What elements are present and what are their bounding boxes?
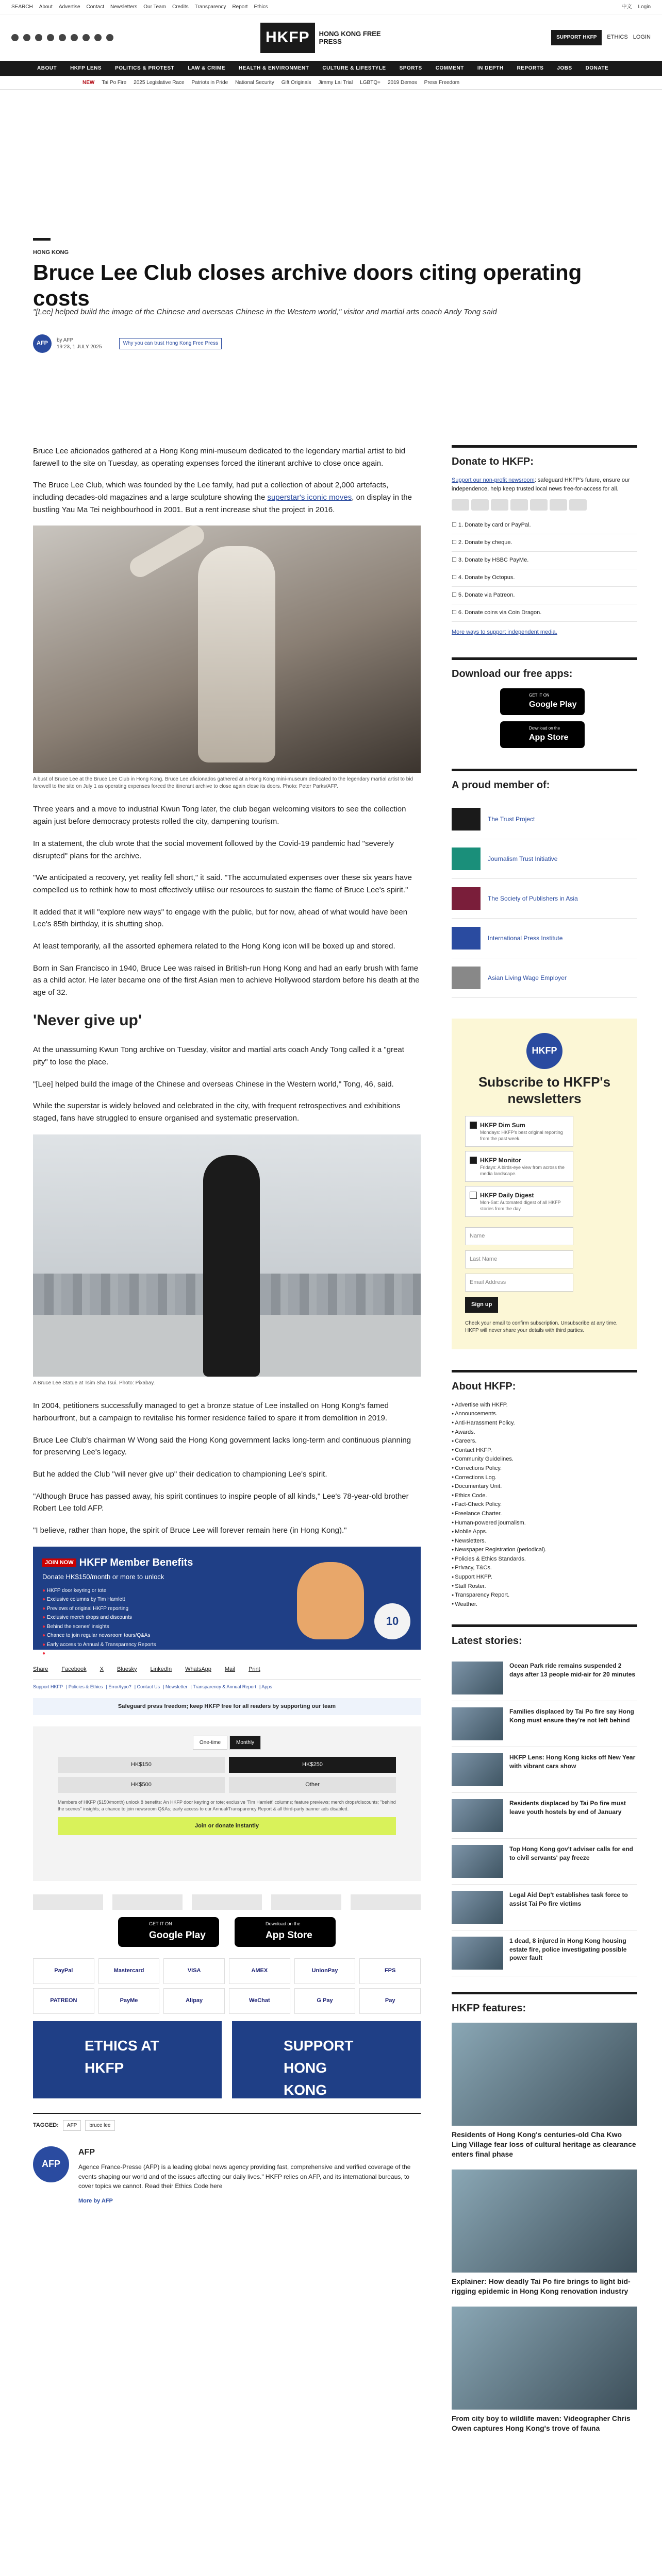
nav-item[interactable]: COMMENT (435, 65, 464, 72)
footer-link[interactable]: Apps (261, 1684, 272, 1689)
join-donate-button[interactable]: Join or donate instantly (58, 1817, 396, 1835)
payment-logo[interactable]: WeChat (229, 1988, 290, 2014)
telegram-icon[interactable] (71, 34, 78, 41)
about-heading: About HKFP: (452, 1370, 637, 1395)
donate-note: Members of HKFP ($150/month) unlock 8 benefits: An HKFP door keyring or tote; exclusive 'Tim Hamlett' columns; feature previews; merch drops/discounts; "behind the scenes" insights; a chance to join newsroom Q&As; early access to our Annual/Transparency Report & all third-party banner ads disabled. (58, 1800, 396, 1811)
living-wage-logo-icon[interactable] (351, 1894, 421, 1910)
app-store-badges (33, 1917, 421, 1947)
donate-method[interactable]: ☐ 1. Donate by card or PayPal. (452, 517, 637, 534)
newsletter-option[interactable]: HKFP Daily Digest Mon-Sat: Automated digest of all HKFP stories from the day. (465, 1186, 573, 1217)
amount-option[interactable]: HK$250 (229, 1757, 396, 1773)
category-rule (33, 238, 51, 241)
share-mail-button[interactable]: Mail (224, 1666, 236, 1672)
payment-logo[interactable]: PayMe (98, 1988, 160, 2014)
about-link[interactable]: ● Privacy, T&Cs. (452, 1564, 637, 1573)
instagram-icon[interactable] (35, 34, 42, 41)
topbar-link-report[interactable]: Report (232, 4, 248, 10)
topbar-link-contact[interactable]: Contact (86, 4, 104, 10)
article-headline: Bruce Lee Club closes archive doors citing operating costs (33, 260, 582, 311)
about-link[interactable]: ● Support HKFP. (452, 1573, 637, 1582)
hot-topic[interactable]: 2025 Legislative Race (134, 79, 185, 86)
bluesky-icon[interactable] (94, 34, 102, 41)
tags-label: TAGGED: (33, 2122, 59, 2128)
ethics-promo[interactable]: ETHICS AT HKFP (33, 2021, 222, 2098)
about-links (452, 1401, 637, 1609)
hot-topic[interactable]: 2019 Demos (387, 79, 417, 86)
paragraph: "I believe, rather than hope, the spirit of Bruce Lee will forever remain here (in Hong Kong)." (33, 1526, 347, 1535)
latest-heading: Latest stories: (452, 1624, 637, 1649)
section-heading: 'Never give up' (33, 1011, 142, 1029)
figure-statue (33, 1134, 421, 1387)
search-link[interactable]: SEARCH (11, 4, 33, 10)
sopa-logo-icon[interactable] (192, 1894, 262, 1910)
amount-option[interactable]: HK$500 (58, 1777, 225, 1793)
about-link[interactable]: ● Policies & Ethics Standards. (452, 1555, 637, 1564)
paragraph: But he added the Club "will never give up" their dedication to championing Lee's spirit. (33, 1469, 327, 1479)
ethics-link[interactable]: ETHICS (607, 34, 628, 41)
footer-link[interactable]: Newsletter (166, 1684, 188, 1689)
tag-pill[interactable]: AFP (63, 2120, 81, 2131)
share-bluesky-button[interactable]: Bluesky (117, 1666, 137, 1672)
apps-heading: Download our free apps: (452, 657, 637, 682)
unionpay-icon (510, 499, 528, 511)
about-link[interactable]: ● Advertise with HKFP. (452, 1401, 637, 1410)
nav-item[interactable]: JOBS (557, 65, 572, 72)
donate-methods (452, 517, 637, 622)
amount-option[interactable]: Other (229, 1777, 396, 1793)
nav-item[interactable]: LAW & CRIME (188, 65, 225, 72)
trust-project-logo-icon[interactable] (33, 1894, 103, 1910)
share-bar (33, 1660, 421, 1680)
article-subhead: "[Lee] helped build the image of the Chinese and overseas Chinese in the Western world," visitor and martial arts coach Andy Tong said (33, 308, 497, 316)
paragraph: Born in San Francisco in 1940, Bruce Lee was raised in British-run Hong Kong and had an early brush with fame as a child actor. He later became one of the first Asian men to achieve Hollywood stardom before his death at the age of 32. (33, 963, 420, 997)
banner-subtitle: Donate HK$150/month or more to unlock (42, 1572, 164, 1581)
inline-link[interactable]: superstar's iconic moves (267, 493, 352, 502)
about-link[interactable]: ● Documentary Unit. (452, 1482, 637, 1492)
article-body (33, 445, 421, 2206)
payment-logo[interactable]: PATREON (33, 1988, 94, 2014)
footer-link[interactable]: Support HKFP (33, 1684, 63, 1689)
hot-label: NEW (82, 79, 95, 86)
nav-item[interactable]: CULTURE & LIFESTYLE (322, 65, 386, 72)
card-icons (452, 499, 637, 511)
about-link[interactable]: ● Newsletters. (452, 1537, 637, 1546)
share-facebook-button[interactable]: Facebook (61, 1666, 87, 1672)
topbar-link-advertise[interactable]: Advertise (58, 4, 80, 10)
share-whatsapp-button[interactable]: WhatsApp (185, 1666, 211, 1672)
paragraph: In 2004, petitioners successfully managed to get a bronze statue of Lee installed on Hong Kong's famed harbourfront, but a campaign to revitalise his former residence failed to spare it from demolition in 2019. (33, 1401, 389, 1422)
feature-item[interactable]: From city boy to wildlife maven: Videographer Chris Owen captures Hong Kong's trove of fauna (452, 2307, 637, 2433)
payment-logo[interactable]: FPS (359, 1958, 421, 1984)
story-item[interactable]: Residents displaced by Tai Po fire must leave youth hostels by end of January (452, 1793, 637, 1839)
paragraph: "Although Bruce has passed away, his spirit continues to inspire people of all kinds," Lee's 78-year-old brother Robert Lee told AFP. (33, 1492, 409, 1513)
newsletter-box (452, 1019, 637, 1349)
logo-mark: HKFP (260, 23, 315, 53)
newsletter-option[interactable]: HKFP Monitor Fridays: A birds-eye view from across the media landscape. (465, 1151, 573, 1182)
app-store-badge[interactable]: Download on the App Store (235, 1917, 336, 1947)
logo-text: HONG KONG FREE PRESS (319, 29, 381, 46)
member-benefits-banner[interactable] (33, 1547, 421, 1657)
nav-item[interactable]: HKFP LENS (70, 65, 102, 72)
about-link[interactable]: ● Ethics Code. (452, 1492, 637, 1501)
member-org[interactable]: Journalism Trust Initiative (452, 839, 637, 879)
support-button[interactable]: SUPPORT HKFP (551, 30, 602, 45)
paragraph: While the superstar is widely beloved and celebrated in the city, with frequent retrospectives and exhibitions staged, fans have struggled to ensure organised and systematic preservation. (33, 1101, 401, 1123)
donate-heading: Donate to HKFP: (452, 445, 637, 470)
features-heading: HKFP features: (452, 1992, 637, 2016)
paragraph: At the unassuming Kwun Tong archive on Tuesday, visitor and martial arts coach Andy Tong called it a "great pity" to lose the place. (33, 1045, 404, 1066)
one-time-toggle[interactable]: One-time (193, 1736, 227, 1750)
first-name-input[interactable]: Name (465, 1227, 573, 1245)
donate-widget (33, 1726, 421, 1881)
nav-item[interactable]: IN DEPTH (477, 65, 504, 72)
share-linkedin-button[interactable]: LinkedIn (150, 1666, 172, 1672)
share-x-button[interactable]: X (100, 1666, 104, 1672)
author-box-avatar[interactable]: AFP (33, 2146, 69, 2182)
hot-topic[interactable]: Press Freedom (424, 79, 460, 86)
join-now-badge: JOIN NOW (42, 1558, 76, 1567)
youtube-icon[interactable] (47, 34, 54, 41)
tag-pill[interactable]: bruce lee (85, 2120, 114, 2131)
about-link[interactable]: ● Freelance Charter. (452, 1510, 637, 1519)
support-promo[interactable]: SUPPORT HONG KONG (232, 2021, 421, 2098)
member-org[interactable]: International Press Institute (452, 919, 637, 958)
hot-topic[interactable]: Gift Originals (281, 79, 311, 86)
nav-item[interactable]: ABOUT (37, 65, 57, 72)
hot-topic[interactable]: Tai Po Fire (102, 79, 127, 86)
footer-link[interactable]: Error/typo? (108, 1684, 131, 1689)
figure-bust (33, 526, 421, 790)
byline (33, 334, 222, 353)
benefit-item: ● Behind the scenes' insights (42, 1622, 411, 1632)
deer-mascot-icon (297, 1562, 364, 1639)
about-link[interactable]: ● Anti-Harassment Policy. (452, 1419, 637, 1428)
ipi-logo-icon[interactable] (271, 1894, 341, 1910)
hot-topic[interactable]: Jimmy Lai Trial (318, 79, 353, 86)
member-org[interactable]: The Society of Publishers in Asia (452, 879, 637, 919)
paragraph: It added that it will "explore new ways" to engage with the public, but for now, ahead of what would have been Lee's 85th birthday, it is shutting shop. (33, 907, 408, 929)
topbar-login-link[interactable]: Login (638, 4, 651, 10)
author-avatar[interactable]: AFP (33, 334, 52, 353)
about-link[interactable]: ● Transparency Report. (452, 1591, 637, 1600)
topbar-link-transparency[interactable]: Transparency (194, 4, 226, 10)
about-link[interactable]: ● Weather. (452, 1600, 637, 1609)
benefit-item: ● Chance to join regular newsroom tours/Q&As (42, 1631, 411, 1640)
paragraph: At least temporarily, all the assorted ephemera related to the Hong Kong icon will be boxed up and stored. (33, 941, 395, 951)
paypal-icon (530, 499, 548, 511)
gpay-icon (550, 499, 567, 511)
email-input[interactable]: Email Address (465, 1274, 573, 1292)
payment-methods (33, 1958, 421, 2014)
site-logo[interactable] (260, 23, 381, 53)
more-ways-link[interactable]: More ways to support independent media. (452, 629, 557, 636)
social-icons (11, 34, 113, 41)
tags-row (33, 2113, 421, 2131)
payment-logo[interactable]: AMEX (229, 1958, 290, 1984)
promo-banners (33, 2021, 421, 2098)
topbar-link-newsletters[interactable]: Newsletters (110, 4, 138, 10)
donate-method[interactable]: ☐ 3. Donate by HSBC PayMe. (452, 552, 637, 569)
nav-item[interactable]: SPORTS (399, 65, 422, 72)
newsletter-option[interactable]: HKFP Dim Sum Mondays: HKFP's best original reporting from the past week. (465, 1116, 573, 1147)
benefit-item: ● Early access to Annual & Transparency Reports (42, 1640, 411, 1650)
x-icon[interactable] (23, 34, 30, 41)
main-nav (0, 61, 662, 76)
amex-icon (491, 499, 508, 511)
benefit-item: ● All donors get a thank-you gift (42, 1649, 411, 1658)
member-org[interactable]: Asian Living Wage Employer (452, 958, 637, 998)
topbar-link-ethics[interactable]: Ethics (254, 4, 268, 10)
donate-text: Support our non-profit newsroom: safeguard HKFP's future, ensure our independence, help keep trusted local news free-for-access for all. (452, 477, 630, 492)
story-item[interactable]: Top Hong Kong gov't adviser calls for end to civil servants' pay freeze (452, 1839, 637, 1885)
amount-option[interactable]: HK$150 (58, 1757, 225, 1773)
banner-title: HKFP Member Benefits (79, 1556, 193, 1568)
about-link[interactable]: ● Newspaper Registration (periodical). (452, 1546, 637, 1555)
linkedin-icon[interactable] (59, 34, 66, 41)
payment-logo[interactable]: Alipay (163, 1988, 225, 2014)
about-link[interactable]: ● Corrections Policy. (452, 1464, 637, 1473)
paragraph: "We anticipated a recovery, yet reality fell short," it said. "The accumulated expenses over these six years have compelled us to rethink how to most effectively utilise our resources to sustain the flame of Bruce Lee's spirit." (33, 873, 412, 894)
nav-item[interactable]: HEALTH & ENVIRONMENT (238, 65, 309, 72)
sidebar (452, 445, 637, 2444)
payment-logo[interactable]: Pay (359, 1988, 421, 2014)
about-link[interactable]: ● Announcements. (452, 1410, 637, 1419)
sidebar-google-play-badge[interactable]: GET IT ON Google Play (500, 688, 585, 715)
benefit-item: ● Exclusive merch drops and discounts (42, 1613, 411, 1622)
benefit-item: ● HKFP door keyring or tote (42, 1586, 411, 1596)
author-box-name[interactable]: AFP (78, 2148, 95, 2157)
author-name[interactable]: by AFP (57, 337, 74, 343)
mastercard-icon (471, 499, 489, 511)
support-callout[interactable]: Safeguard press freedom; keep HKFP free for all readers by supporting our team (33, 1698, 421, 1715)
feature-item[interactable]: Explainer: How deadly Tai Po fire brings to light bid-rigging epidemic in Hong Kong renovation industry (452, 2170, 637, 2296)
newsletter-note: Check your email to confirm subscription. Unsubscribe at any time. HKFP will never share your details with third parties. (465, 1320, 618, 1334)
hkfp-circle-logo-icon: HKFP (526, 1033, 562, 1069)
hot-topics-bar (0, 76, 662, 90)
login-link[interactable]: LOGIN (633, 34, 651, 41)
benefit-item: ● Exclusive columns by Tim Hamlett (42, 1595, 411, 1604)
bruce-lee-statue-photo[interactable] (33, 1134, 421, 1377)
trust-link[interactable]: Why you can trust Hong Kong Free Press (119, 338, 222, 349)
newsroom-link[interactable]: Support our non-profit newsroom (452, 477, 535, 483)
footer-link[interactable]: Policies & Ethics (68, 1684, 103, 1689)
about-link[interactable]: ● Awards. (452, 1428, 637, 1437)
donate-method[interactable]: ☐ 6. Donate coins via Coin Dragon. (452, 604, 637, 622)
topbar (0, 0, 662, 14)
about-link[interactable]: ● Contact HKFP. (452, 1446, 637, 1455)
member-of-section (452, 769, 637, 998)
photo-caption: A bust of Bruce Lee at the Bruce Lee Club in Hong Kong. Bruce Lee aficionados gathered at a Hong Kong mini-museum dedicated to the legendary martial artist to bid farewell to the site on July 1 as operating expenses forced the itinerant archive to close again close its doors. Photo: Peter Parks/AFP. (33, 776, 413, 789)
rss-icon[interactable] (106, 34, 113, 41)
print-button[interactable]: Print (249, 1666, 260, 1672)
hot-topic[interactable]: Patriots in Pride (191, 79, 228, 86)
nav-item[interactable]: REPORTS (517, 65, 544, 72)
publish-date: 19:23, 1 JULY 2025 (57, 344, 102, 350)
payment-logo[interactable]: Mastercard (98, 1958, 160, 1984)
visa-icon (452, 499, 469, 511)
author-box (33, 2146, 421, 2206)
about-link[interactable]: ● Corrections Log. (452, 1473, 637, 1483)
author-bio: Agence France-Presse (AFP) is a leading global news agency providing fast, comprehensive and verified coverage of the events shaping our world and of the issues affecting our daily lives." HKFP relies on AFP, and its international bureaus, to cover topics we cannot. Read their Ethics Code here (78, 2163, 411, 2190)
share-label: Share (33, 1666, 48, 1672)
donate-method[interactable]: ☐ 4. Donate by Octopus. (452, 569, 637, 587)
paragraph: Three years and a move to industrial Kwun Tong later, the club began welcoming visitors to see the collection again just before democracy protests rolled the city, dampening tourism. (33, 805, 406, 826)
story-item[interactable]: Legal Aid Dep't establishes task force to assist Tai Po fire victims (452, 1885, 637, 1930)
latest-stories (452, 1655, 637, 1976)
paragraph: Bruce Lee Club's chairman W Wong said the Hong Kong government lacks long-term and continuous planning for preserving Lee's legacy. (33, 1435, 411, 1457)
facebook-icon[interactable] (11, 34, 19, 41)
language-link[interactable]: 中文 (621, 4, 632, 10)
monthly-toggle[interactable]: Monthly (229, 1736, 261, 1750)
about-link[interactable]: ● Human-powered journalism. (452, 1519, 637, 1528)
anniversary-seal-icon: 10 (374, 1603, 410, 1639)
jti-logo-icon[interactable] (112, 1894, 183, 1910)
footer-link[interactable]: Contact Us (137, 1684, 160, 1689)
about-link[interactable]: ● Staff Roster. (452, 1582, 637, 1591)
paragraph: Bruce Lee aficionados gathered at a Hong Kong mini-museum dedicated to the legendary martial artist to bid farewell to the site on Tuesday, as operating expenses forced the itinerant archive to close once again. (33, 447, 406, 468)
footer-links: Support HKFP | Policies & Ethics | Error/typo? | Contact Us | Newsletter | Transparency & Annual Report | Apps (33, 1684, 272, 1689)
last-name-input[interactable]: Last Name (465, 1250, 573, 1268)
paragraph: The Bruce Lee Club, which was founded by the Lee family, had put a collection of about 2,000 artefacts, including decades-old magazines and a large sculpture showing the superstar's iconic moves, on display in the bustling Yau Ma Tei neighbourhood in 2001. But a rent increase shut the project in 2016. (33, 481, 412, 514)
partner-logos (33, 1894, 421, 1910)
benefit-item: ● Previews of original HKFP reporting (42, 1604, 411, 1614)
more-by-author-link[interactable]: More by AFP (78, 2197, 113, 2204)
topbar-link-credits[interactable]: Credits (172, 4, 189, 10)
feature-item[interactable]: Residents of Hong Kong's centuries-old Cha Kwo Ling Village fear loss of cultural heritage as clearance enters final phase (452, 2023, 637, 2159)
newsletter-heading: Subscribe to HKFP's newsletters (478, 1074, 611, 1106)
story-item[interactable]: Ocean Park ride remains suspended 2 days after 13 people mid-air for 20 minutes (452, 1655, 637, 1701)
paragraph: In a statement, the club wrote that the social movement followed by the Covid-19 pandemic had "severely disrupted" plans for the archive. (33, 839, 394, 860)
signup-button[interactable]: Sign up (465, 1297, 498, 1313)
donate-method[interactable]: ☐ 5. Donate via Patreon. (452, 587, 637, 604)
sidebar-app-store-badge[interactable]: Download on the App Store (500, 721, 585, 748)
topbar-link-team[interactable]: Our Team (143, 4, 166, 10)
story-item[interactable]: HKFP Lens: Hong Kong kicks off New Year with vibrant cars show (452, 1747, 637, 1793)
payment-logo[interactable]: G Pay (294, 1988, 356, 2014)
about-link[interactable]: ● Fact-Check Policy. (452, 1500, 637, 1510)
paragraph: "[Lee] helped build the image of the Chinese and overseas Chinese in the Western world," Tong, 46, said. (33, 1079, 394, 1089)
hot-topic[interactable]: LGBTQ+ (360, 79, 380, 86)
google-play-badge[interactable]: GET IT ON Google Play (118, 1917, 219, 1947)
donate-method[interactable]: ☐ 2. Donate by cheque. (452, 534, 637, 552)
about-link[interactable]: ● Community Guidelines. (452, 1455, 637, 1464)
applepay-icon (569, 499, 587, 511)
threads-icon[interactable] (82, 34, 90, 41)
photo-caption: A Bruce Lee Statue at Tsim Sha Tsui. Photo: Pixabay. (33, 1380, 155, 1386)
payment-logo[interactable]: PayPal (33, 1958, 94, 1984)
brand-bar (0, 14, 662, 61)
nav-item[interactable]: DONATE (585, 65, 609, 72)
hot-topic[interactable]: National Security (235, 79, 274, 86)
payment-logo[interactable]: VISA (163, 1958, 225, 1984)
footer-link[interactable]: Transparency & Annual Report (193, 1684, 256, 1689)
about-link[interactable]: ● Careers. (452, 1437, 637, 1446)
story-item[interactable]: Families displaced by Tai Po fire say Hong Kong must ensure they're not left behind (452, 1701, 637, 1747)
payment-logo[interactable]: UnionPay (294, 1958, 356, 1984)
bruce-lee-bust-photo[interactable] (33, 526, 421, 773)
about-link[interactable]: ● Mobile Apps. (452, 1528, 637, 1537)
member-org[interactable]: The Trust Project (452, 800, 637, 839)
story-item[interactable]: 1 dead, 8 injured in Hong Kong housing estate fire, police investigating possible power fault (452, 1930, 637, 1976)
article-category[interactable]: HONG KONG (33, 249, 69, 256)
nav-item[interactable]: POLITICS & PROTEST (115, 65, 175, 72)
topbar-link-about[interactable]: About (39, 4, 53, 10)
member-heading: A proud member of: (452, 769, 637, 793)
